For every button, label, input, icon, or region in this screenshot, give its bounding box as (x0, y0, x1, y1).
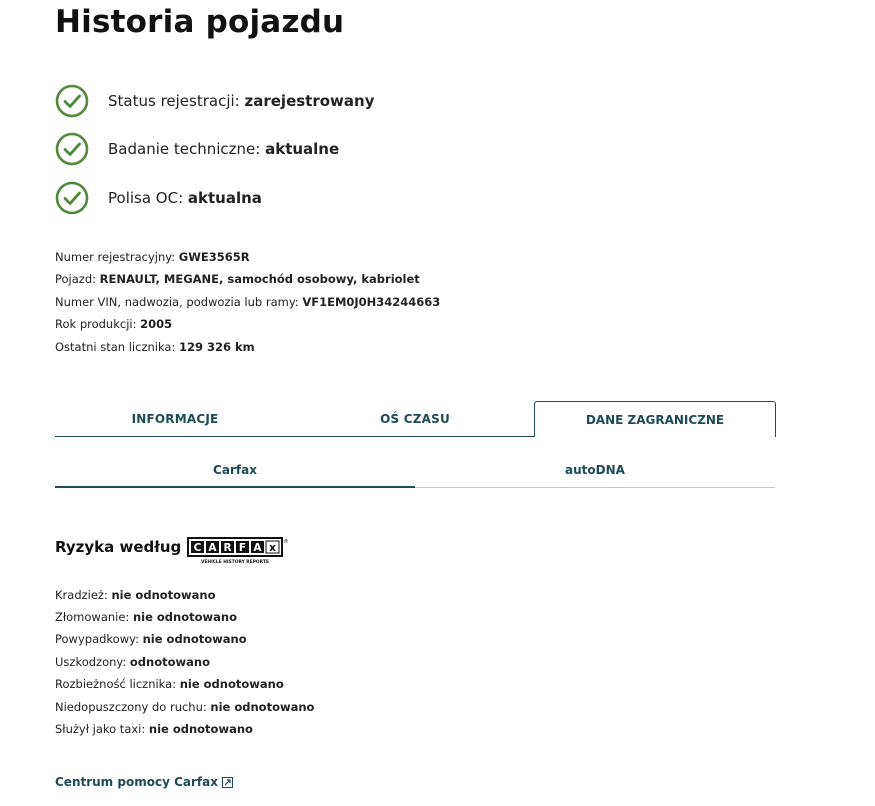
status-text: Badanie techniczne: aktualne (108, 140, 340, 158)
info-vehicle: Pojazd: RENAULT, MEGANE, samochód osobowy, kabriolet (55, 272, 420, 286)
risk-accident: Powypadkowy: nie odnotowano (55, 632, 247, 646)
risk-scrapped: Złomowanie: nie odnotowano (55, 610, 237, 624)
status-inspection (55, 132, 339, 166)
svg-text:VEHICLE HISTORY REPORTS: VEHICLE HISTORY REPORTS (201, 560, 269, 565)
svg-text:C: C (193, 542, 202, 554)
status-text: Polisa OC: aktualna (108, 189, 262, 207)
main-tabs (55, 401, 775, 437)
check-circle-icon (55, 84, 89, 118)
risk-title: Ryzyka według (55, 538, 182, 556)
svg-text:®: ® (283, 539, 289, 545)
status-insurance (55, 181, 262, 215)
carfax-logo (187, 536, 290, 566)
risk-taxi: Służył jako taxi: nie odnotowano (55, 722, 253, 736)
subtab-autodna[interactable]: autoDNA (565, 463, 625, 477)
svg-text:R: R (223, 542, 232, 554)
tab-dane-zagraniczne[interactable]: DANE ZAGRANICZNE (534, 401, 776, 437)
external-link-icon (222, 777, 233, 788)
page-title: Historia pojazdu (55, 4, 345, 40)
check-circle-icon (55, 181, 89, 215)
risk-odometer: Rozbieżność licznika: nie odnotowano (55, 677, 284, 691)
info-mileage: Ostatni stan licznika: 129 326 km (55, 340, 255, 354)
tab-informacje[interactable]: INFORMACJE (131, 412, 219, 426)
risk-theft: Kradzież: nie odnotowano (55, 588, 216, 602)
status-text: Status rejestracji: zarejestrowany (108, 92, 375, 110)
subtab-active-indicator (55, 486, 415, 488)
risk-damaged: Uszkodzony: odnotowano (55, 655, 210, 669)
risk-not-roadworthy: Niedopuszczony do ruchu: nie odnotowano (55, 700, 315, 714)
status-registration (55, 84, 374, 118)
info-registration-number: Numer rejestracyjny: GWE3565R (55, 250, 250, 264)
carfax-help-link[interactable] (55, 775, 233, 789)
svg-text:A: A (253, 542, 262, 554)
tab-os-czasu[interactable]: OŚ CZASU (380, 412, 450, 426)
info-vin: Numer VIN, nadwozia, podwozia lub ramy: VF1EM0J0H34244663 (55, 295, 441, 309)
svg-text:A: A (208, 542, 217, 554)
check-circle-icon (55, 132, 89, 166)
subtab-divider (415, 487, 775, 488)
sub-tabs (55, 455, 775, 488)
subtab-carfax[interactable]: Carfax (213, 463, 257, 477)
info-production-year: Rok produkcji: 2005 (55, 317, 173, 331)
svg-text:x: x (269, 542, 276, 554)
carfax-help-link-label[interactable]: Centrum pomocy Carfax (55, 775, 218, 789)
svg-text:F: F (238, 542, 247, 554)
